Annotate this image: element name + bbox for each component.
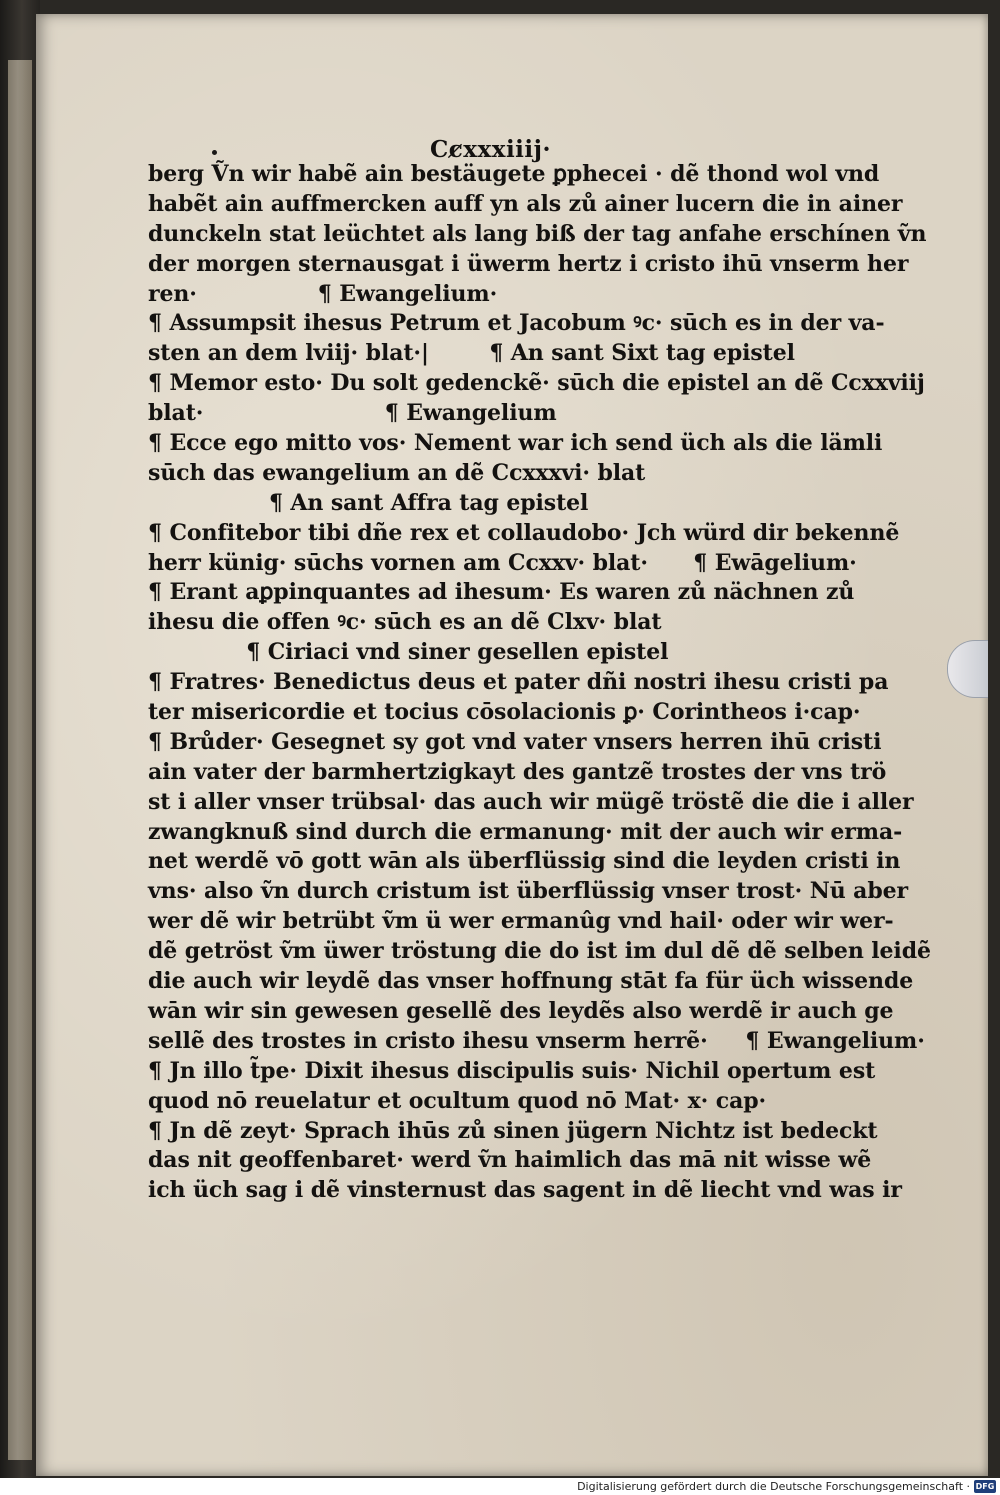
- footer-credit: Digitalisierung gefördert durch die Deutsche Forschungsgemeinschaft ·: [577, 1480, 970, 1493]
- text-line: wer dẽ wir betrübt ṽm ü wer ermanûg vnd hail· oder wir wer-: [148, 908, 894, 935]
- text-line: ¶ Brůder· Gesegnet sy got vnd vater vnsers herren ihū cristi: [148, 728, 882, 755]
- text-line: ter misericordie et tocius cōsolacionis ꝑ· Corintheos i·cap·: [148, 699, 861, 726]
- text-line: ain vater der barmhertzigkayt des gantzẽ trostes der vns trö: [148, 758, 887, 785]
- text-line: wān wir sin gewesen gesellẽ des leydẽs also werdẽ ir auch ge: [148, 997, 894, 1024]
- text-line: ihesu die offen ꝰc· sūch es an dẽ Clxv· blat: [148, 609, 662, 636]
- text-line: das nit geoffenbaret· werd ṽn haimlich das mā nit wisse wẽ: [148, 1147, 872, 1174]
- text-line: sūch das ewangelium an dẽ Ccxxxvi· blat: [148, 459, 646, 486]
- text-line: sellẽ des trostes in cristo ihesu vnserm herrẽ· ¶ Ewangelium·: [148, 1027, 925, 1054]
- text-line: dunckeln stat leüchtet als lang biß der tag anfahe erschínen ṽn: [148, 220, 927, 247]
- dfg-logo: DFG: [975, 1482, 995, 1491]
- text-line: st i aller vnser trübsal· das auch wir mügẽ tröstẽ die die i aller: [148, 788, 914, 815]
- text-line: ¶ Jn dẽ zeyt· Sprach ihūs zů sinen jügern Nichtz ist bedeckt: [148, 1117, 878, 1144]
- text-line: ich üch sag i dẽ vinsternust das sagent in dẽ liecht vnd was ir: [148, 1177, 902, 1204]
- text-line: habẽt ain auffmercken auff yn als zů ainer lucern die in ainer: [148, 190, 903, 217]
- text-line: berg Ṽn wir habẽ ain bestäugete ꝑphecei · dẽ thond wol vnd: [148, 161, 880, 187]
- text-line: ¶ Confitebor tibi dñe rex et collaudobo· Jch würd dir bekennẽ: [148, 519, 900, 546]
- blackletter-text-block: [148, 160, 931, 1206]
- text-line: ¶ Erant aꝑpinquantes ad ihesum· Es waren zů nächnen zů: [148, 579, 855, 606]
- text-line: zwangknuß sind durch die ermanung· mit der auch wir erma-: [148, 818, 903, 845]
- book-binding: [0, 0, 40, 1478]
- footer-bar: [0, 1478, 1000, 1495]
- text-line: der morgen sternausgat i üwerm hertz i cristo ihū vnserm her: [148, 250, 909, 277]
- text-line: herr künig· sūchs vornen am Ccxxv· blat· ¶ Ewāgelium·: [148, 549, 857, 576]
- section-heading-line: ¶ An sant Affra tag epistel: [148, 489, 589, 516]
- section-heading-line: ren· ¶ Ewangelium·: [148, 280, 498, 307]
- text-line: ¶ Memor esto· Du solt gedenckẽ· sūch die epistel an dẽ Ccxxviij: [148, 370, 925, 397]
- section-heading-line: blat· ¶ Ewangelium: [148, 400, 557, 427]
- text-line: net werdẽ vō gott wān als überflüssig sind die leyden cristi in: [148, 848, 901, 875]
- folio-number: Cc̷xxxiiij·: [430, 136, 551, 163]
- text-line: ¶ Ecce ego mitto vos· Nement war ich send üch als die lämli: [148, 430, 883, 457]
- text-line: ¶ Jn illo t̃pe· Dixit ihesus discipulis suis· Nichil opertum est: [148, 1057, 876, 1084]
- text-line: ¶ Assumpsit ihesus Petrum et Jacobum ꝰc· sūch es in der va-: [148, 310, 885, 337]
- binding-page-edge: [8, 60, 32, 1460]
- text-line: ¶ Fratres· Benedictus deus et pater dñi nostri ihesu cristi pa: [148, 669, 889, 696]
- section-heading-line: ¶ Ciriaci vnd siner gesellen epistel: [148, 639, 669, 666]
- text-line: quod nō reuelatur et ocultum quod nō Mat· x· cap·: [148, 1087, 767, 1114]
- text-line: sten an dem lviij· blat·| ¶ An sant Sixt tag epistel: [148, 340, 795, 367]
- text-line: die auch wir leydẽ das vnser hoffnung stāt fa für üch wissende: [148, 968, 914, 995]
- text-line: vns· also ṽn durch cristum ist überflüssig vnser trost· Nū aber: [148, 878, 909, 905]
- ink-dot: [212, 150, 217, 155]
- text-line: dẽ getröst ṽm üwer tröstung die do ist im dul dẽ dẽ selben leidẽ: [148, 938, 931, 965]
